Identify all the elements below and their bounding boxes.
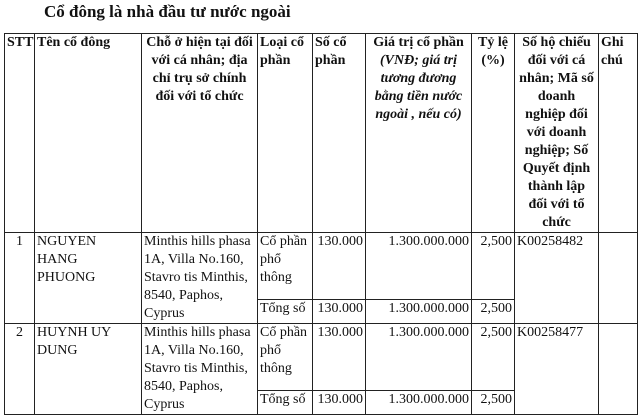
row-id-number: K00258482 xyxy=(515,233,599,324)
header-id-number: Số hộ chiếu đối với cá nhân; Mã số doanh nghiệp đối với doanh nghiệp; Số Quyết định thành lập đối với tổ chức xyxy=(515,34,599,233)
header-note: Ghi chú xyxy=(599,34,638,233)
total-value: 1.300.000.000 xyxy=(366,390,472,414)
header-name: Tên cổ đông xyxy=(35,34,142,233)
row-name: NGUYEN HANG PHUONG xyxy=(35,233,142,324)
row-id-number: K00258477 xyxy=(515,324,599,415)
table-row xyxy=(5,233,638,300)
total-label: Tổng số xyxy=(258,299,313,323)
header-ratio: Tỷ lệ (%) xyxy=(472,34,515,233)
header-value-note: (VNĐ; giá trị tương đương bằng tiền nước ngoài , nếu có) xyxy=(374,53,463,122)
header-value xyxy=(366,34,472,233)
header-share-count: Số cổ phần xyxy=(313,34,366,233)
total-ratio: 2,500 xyxy=(472,390,515,414)
row-value: 1.300.000.000 xyxy=(366,324,472,391)
section-heading: Cổ đông là nhà đầu tư nước ngoài xyxy=(44,2,291,21)
row-stt: 1 xyxy=(5,233,35,324)
header-row xyxy=(5,34,638,233)
row-address: Minthis hills phasa 1A, Villa No.160, Stavro tis Minthis, 8540, Paphos, Cyprus xyxy=(142,233,258,324)
row-share-type: Cổ phần phổ thông xyxy=(258,233,313,300)
row-name: HUYNH UY DUNG xyxy=(35,324,142,415)
row-address: Minthis hills phasa 1A, Villa No.160, Stavro tis Minthis, 8540, Paphos, Cyprus xyxy=(142,324,258,415)
row-share-count: 130.000 xyxy=(313,233,366,300)
total-count: 130.000 xyxy=(313,299,366,323)
total-value: 1.300.000.000 xyxy=(366,299,472,323)
header-value-main: Giá trị cổ phần xyxy=(373,35,464,50)
row-ratio: 2,500 xyxy=(472,233,515,300)
row-stt: 2 xyxy=(5,324,35,415)
header-address: Chỗ ở hiện tại đối với cá nhân; địa chỉ trụ sở chính đối với tổ chức xyxy=(142,34,258,233)
row-note xyxy=(599,324,638,415)
total-ratio: 2,500 xyxy=(472,299,515,323)
row-note xyxy=(599,233,638,324)
row-share-count: 130.000 xyxy=(313,324,366,391)
foreign-shareholders-table xyxy=(4,33,638,415)
row-value: 1.300.000.000 xyxy=(366,233,472,300)
total-label: Tổng số xyxy=(258,390,313,414)
header-share-type: Loại cổ phần xyxy=(258,34,313,233)
row-ratio: 2,500 xyxy=(472,324,515,391)
total-count: 130.000 xyxy=(313,390,366,414)
row-share-type: Cổ phần phổ thông xyxy=(258,324,313,391)
table-row xyxy=(5,324,638,391)
header-stt: STT xyxy=(5,34,35,233)
